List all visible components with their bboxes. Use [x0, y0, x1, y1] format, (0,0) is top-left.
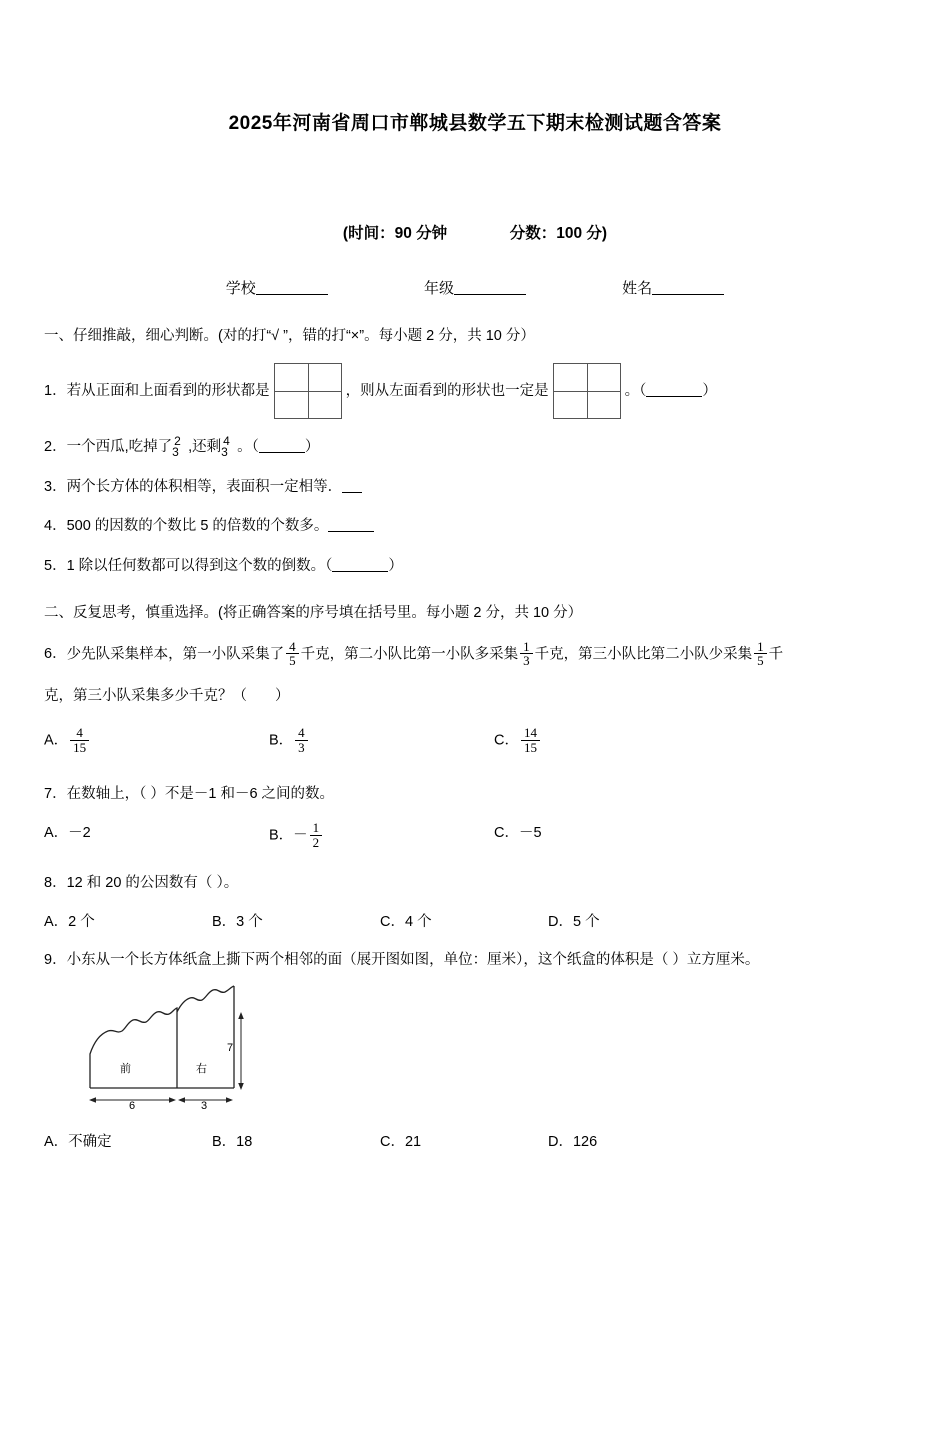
option-fraction: $\frac{1}{2}$: [310, 821, 323, 849]
option-fraction: $\frac{4}{3}$: [295, 726, 308, 754]
section-1-heading: 一、仔细推敲，细心判断。(对的打“√ ”，错的打“×”。每小题 2 分，共 10 分）: [44, 328, 535, 344]
figure-label-height: 7: [227, 1042, 234, 1055]
figure-label-width-a: 6: [129, 1100, 136, 1113]
option-key: A．: [44, 1134, 69, 1151]
question-9: [44, 948, 906, 973]
question-6-number: 6．: [44, 646, 67, 663]
question-1-text-c: 。（: [624, 382, 647, 399]
page-title: 2025年河南省周口市郸城县数学五下期末检测试题含答案: [228, 113, 722, 134]
option-value: －2: [68, 825, 91, 842]
question-7-option-c[interactable]: [494, 821, 542, 842]
question-8-text: 12 和 20 的公因数有（ ）。: [66, 875, 239, 892]
question-6-part6: ）: [275, 687, 290, 704]
option-key: A．: [44, 913, 69, 930]
option-key: C．: [494, 825, 519, 842]
question-1-text-b: ，则从左面看到的形状也一定是: [345, 382, 549, 399]
question-5-text-b: ）: [388, 557, 403, 574]
fraction-1-3: $\frac{1}{3}$: [520, 640, 533, 668]
box-net-diagram: [84, 982, 244, 1112]
question-4-answer-blank[interactable]: [328, 518, 374, 532]
option-key: C．: [380, 913, 405, 930]
question-6-options: [44, 726, 906, 760]
question-2-number: 2．: [44, 439, 67, 455]
question-8: [44, 871, 906, 896]
question-8-option-d[interactable]: [548, 910, 600, 931]
question-2-answer-blank[interactable]: [259, 439, 305, 453]
field-grade: [424, 277, 526, 298]
question-7-number: 7．: [44, 786, 67, 803]
fraction-2-3: 2 3: [172, 434, 181, 459]
figure-label-right: 右: [196, 1063, 207, 1076]
question-6-part4: 千: [768, 646, 784, 663]
question-8-option-a[interactable]: [44, 910, 95, 931]
section-2-heading: 二、反复思考，慎重选择。(将正确答案的序号填在括号里。每小题 2 分，共 10 分）: [44, 604, 583, 621]
exam-time: (时间：90 分钟: [342, 225, 448, 242]
question-8-options: [44, 910, 906, 932]
shape-grid-icon: [274, 363, 342, 419]
question-6-part2: 千克，第二小队比第一小队多采集: [300, 646, 519, 663]
option-key: B．: [269, 827, 294, 844]
question-9-option-d[interactable]: [548, 1130, 597, 1151]
option-fraction: $\frac{4}{15}$: [70, 726, 89, 754]
question-7-options: [44, 821, 906, 855]
option-key: A．: [44, 732, 69, 749]
fraction-1-5: $\frac{1}{5}$: [754, 640, 767, 668]
question-3-number: 3．: [44, 478, 67, 495]
option-value: －: [293, 827, 308, 844]
question-9-option-a[interactable]: [44, 1130, 112, 1151]
question-4-number: 4．: [44, 518, 67, 535]
shape-grid-icon: [553, 363, 621, 419]
question-9-option-b[interactable]: [212, 1130, 252, 1151]
option-value: 3 个: [236, 913, 263, 930]
field-name: [622, 277, 724, 298]
figure-label-width-b: 3: [201, 1100, 208, 1113]
student-fields: [44, 277, 906, 298]
question-2-text-c: 。（: [237, 439, 259, 455]
question-5-answer-blank[interactable]: [332, 558, 388, 572]
field-school-blank[interactable]: [256, 280, 328, 295]
question-7-text: 在数轴上，（ ）不是－1 和－6 之间的数。: [66, 786, 335, 803]
option-value: 18: [236, 1134, 253, 1151]
field-school: [226, 277, 328, 298]
question-6-part1: 少先队采集样本，第一小队采集了: [66, 646, 285, 663]
option-value: 不确定: [68, 1134, 112, 1151]
option-value: 21: [404, 1134, 422, 1151]
option-value: 126: [572, 1134, 598, 1151]
question-6-option-c[interactable]: [494, 726, 542, 754]
question-2: [44, 435, 906, 460]
question-6-option-a[interactable]: [44, 726, 91, 754]
question-9-number: 9．: [44, 951, 67, 968]
exam-info: [44, 221, 906, 243]
question-2-text-d: ）: [304, 439, 320, 455]
question-9-text: 小东从一个长方体纸盒上撕下两个相邻的面（展开图如图，单位：厘米），这个纸盒的体积是（ ）立方厘米。: [66, 951, 760, 968]
option-key: B．: [212, 913, 237, 930]
field-grade-blank[interactable]: [454, 280, 526, 295]
option-key: D．: [548, 1134, 573, 1151]
question-6-part5: 克，第三小队采集多少千克？（: [44, 687, 247, 704]
option-key: B．: [212, 1134, 237, 1151]
question-1-text-d: ）: [702, 382, 717, 399]
question-4-text: 500 的因数的个数比 5 的倍数的个数多。: [66, 518, 329, 535]
field-name-blank[interactable]: [652, 280, 724, 295]
option-key: C．: [380, 1134, 405, 1151]
question-7-option-a[interactable]: [44, 821, 91, 842]
question-6: [44, 640, 906, 668]
option-key: D．: [548, 913, 573, 930]
question-2-text-a: 一个西瓜,吃掉了: [66, 439, 173, 455]
question-6-part3: 千克，第三小队比第二小队少采集: [534, 646, 753, 663]
fraction-4-3: 4 3: [221, 434, 230, 459]
field-name-label: 姓名: [622, 280, 653, 297]
question-3: [44, 475, 906, 500]
question-1-text-a: 若从正面和上面看到的形状都是: [66, 382, 270, 399]
question-1-answer-blank[interactable]: [646, 383, 702, 397]
option-fraction: $\frac{14}{15}$: [521, 726, 540, 754]
question-9-option-c[interactable]: [380, 1130, 421, 1151]
question-3-text: 两个长方体的体积相等，表面积一定相等．: [66, 478, 343, 495]
option-value: 4 个: [404, 913, 432, 930]
exam-score: 分数：100 分): [509, 225, 608, 242]
question-1-number: 1．: [44, 382, 67, 399]
fraction-4-5: $\frac{4}{5}$: [286, 640, 299, 668]
question-7-option-b[interactable]: [269, 821, 324, 849]
question-8-option-c[interactable]: [380, 910, 432, 931]
option-value: 2 个: [68, 913, 95, 930]
question-5-text-a: 1 除以任何数都可以得到这个数的倒数。（: [66, 557, 333, 574]
question-5-number: 5．: [44, 557, 67, 574]
question-7: [44, 782, 906, 807]
question-1: [44, 363, 906, 419]
question-8-option-b[interactable]: [212, 910, 263, 931]
question-9-figure: [84, 982, 244, 1112]
question-2-text-b: ,还剩: [188, 439, 222, 455]
question-6-option-b[interactable]: [269, 726, 310, 754]
question-4: [44, 514, 906, 539]
option-value: 5 个: [572, 913, 600, 930]
question-5: [44, 554, 906, 579]
exam-page: [0, 108, 950, 1452]
question-6-continued: [44, 684, 906, 709]
option-value: －5: [518, 825, 542, 842]
question-9-options: [44, 1130, 906, 1152]
figure-label-front: 前: [120, 1063, 131, 1076]
question-3-answer-blank[interactable]: [342, 479, 362, 493]
question-8-number: 8．: [44, 875, 67, 892]
field-grade-label: 年级: [423, 280, 454, 297]
field-school-label: 学校: [225, 280, 256, 297]
option-key: B．: [269, 732, 294, 749]
option-key: A．: [44, 825, 69, 842]
option-key: C．: [494, 732, 519, 749]
